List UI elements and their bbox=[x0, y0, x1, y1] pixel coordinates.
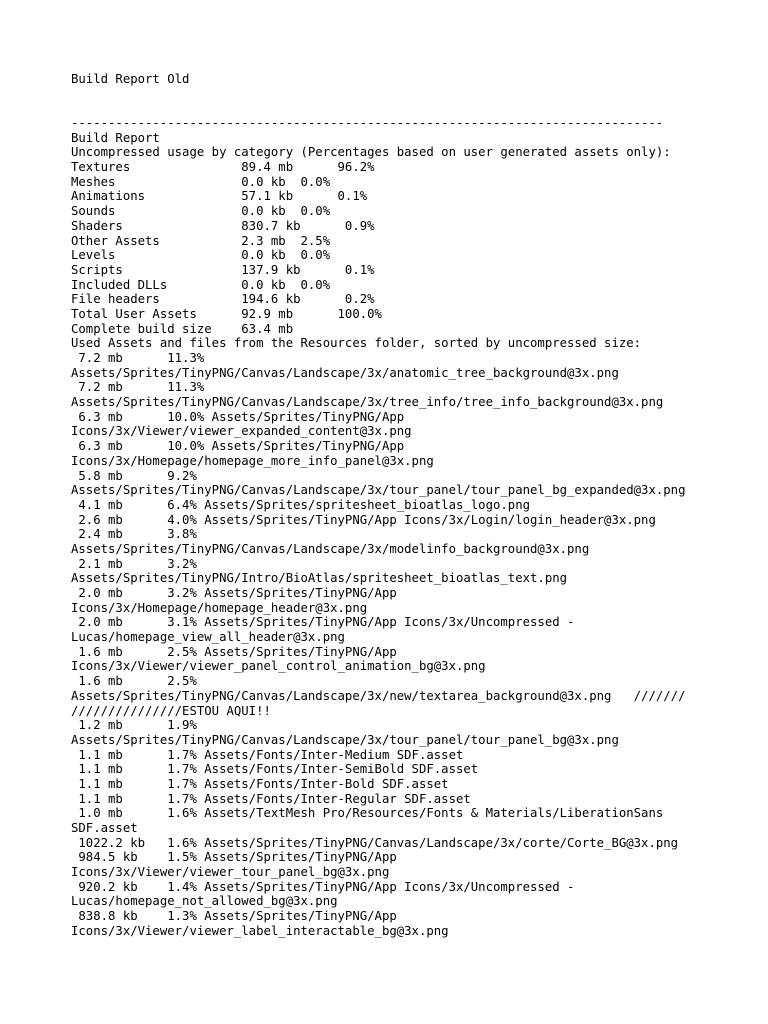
report-line: Build Report bbox=[71, 130, 160, 145]
report-line: Assets/Sprites/TinyPNG/Canvas/Landscape/3x/tour_panel/tour_panel_bg@3x.png bbox=[71, 732, 619, 747]
document-title: Build Report Old bbox=[71, 72, 190, 86]
report-line: Scripts 137.9 kb 0.1% bbox=[71, 262, 375, 277]
report-line: Shaders 830.7 kb 0.9% bbox=[71, 218, 375, 233]
report-line: File headers 194.6 kb 0.2% bbox=[71, 292, 375, 307]
report-line: Lucas/homepage_view_all_header@3x.png bbox=[71, 630, 345, 645]
report-line: ///////////////ESTOU AQUI!! bbox=[71, 703, 271, 718]
report-line: Other Assets 2.3 mb 2.5% bbox=[71, 233, 331, 248]
report-line: 2.6 mb 4.0% Assets/Sprites/TinyPNG/App Icons/3x/Login/login_header@3x.png bbox=[71, 512, 656, 527]
report-line: Animations 57.1 kb 0.1% bbox=[71, 189, 368, 204]
report-line: Icons/3x/Viewer/viewer_label_interactable_bg@3x.png bbox=[71, 923, 449, 938]
report-line: 1.6 mb 2.5% Assets/Sprites/TinyPNG/App bbox=[71, 644, 397, 659]
report-line: 838.8 kb 1.3% Assets/Sprites/TinyPNG/App bbox=[71, 909, 397, 924]
report-line: Used Assets and files from the Resources folder, sorted by uncompressed size: bbox=[71, 336, 642, 351]
report-line: Icons/3x/Homepage/homepage_more_info_panel@3x.png bbox=[71, 453, 434, 468]
report-line: Assets/Sprites/TinyPNG/Canvas/Landscape/3x/tree_info/tree_info_background@3x.png bbox=[71, 395, 664, 410]
report-line: Icons/3x/Viewer/viewer_expanded_content@3x.png bbox=[71, 424, 412, 439]
report-line: Assets/Sprites/TinyPNG/Intro/BioAtlas/spritesheet_bioatlas_text.png bbox=[71, 571, 568, 586]
report-line: Included DLLs 0.0 kb 0.0% bbox=[71, 277, 331, 292]
report-line: Meshes 0.0 kb 0.0% bbox=[71, 174, 331, 189]
report-line: Lucas/homepage_not_allowed_bg@3x.png bbox=[71, 894, 338, 909]
report-line: 1.0 mb 1.6% Assets/TextMesh Pro/Resources/Fonts & Materials/LiberationSans bbox=[71, 806, 664, 821]
report-line: 7.2 mb 11.3% bbox=[71, 351, 205, 365]
report-line: Complete build size 63.4 mb bbox=[71, 321, 294, 336]
report-line: 6.3 mb 10.0% Assets/Sprites/TinyPNG/App bbox=[71, 439, 405, 454]
report-line: 2.0 mb 3.2% Assets/Sprites/TinyPNG/App bbox=[71, 586, 397, 600]
report-line: 2.1 mb 3.2% bbox=[71, 556, 197, 571]
report-line: 1022.2 kb 1.6% Assets/Sprites/TinyPNG/Canvas/Landscape/3x/corte/Corte_BG@3x.png bbox=[71, 835, 679, 850]
report-line: 2.0 mb 3.1% Assets/Sprites/TinyPNG/App Icons/3x/Uncompressed - bbox=[71, 615, 575, 630]
report-line: 984.5 kb 1.5% Assets/Sprites/TinyPNG/App bbox=[71, 850, 397, 865]
report-line: 1.1 mb 1.7% Assets/Fonts/Inter-Regular SDF.asset bbox=[71, 791, 471, 806]
report-line: 1.1 mb 1.7% Assets/Fonts/Inter-SemiBold SDF.asset bbox=[71, 762, 479, 777]
report-line: 7.2 mb 11.3% bbox=[71, 380, 205, 395]
report-line: 1.1 mb 1.7% Assets/Fonts/Inter-Bold SDF.asset bbox=[71, 776, 449, 791]
report-line: SDF.asset bbox=[71, 821, 138, 835]
report-line: Textures 89.4 mb 96.2% bbox=[71, 160, 375, 175]
report-line: Assets/Sprites/TinyPNG/Canvas/Landscape/3x/anatomic_tree_background@3x.png bbox=[71, 365, 619, 380]
build-report-text bbox=[71, 116, 685, 939]
report-line: Icons/3x/Viewer/viewer_tour_panel_bg@3x.png bbox=[71, 865, 390, 880]
report-line: Uncompressed usage by category (Percentages based on user generated assets only): bbox=[71, 145, 671, 160]
report-line: Sounds 0.0 kb 0.0% bbox=[71, 204, 331, 219]
report-line: Icons/3x/Homepage/homepage_header@3x.png bbox=[71, 600, 368, 615]
report-line: 5.8 mb 9.2% bbox=[71, 468, 197, 483]
report-line: Total User Assets 92.9 mb 100.0% bbox=[71, 306, 382, 321]
report-line: 6.3 mb 10.0% Assets/Sprites/TinyPNG/App bbox=[71, 409, 405, 424]
report-line: Assets/Sprites/TinyPNG/Canvas/Landscape/3x/new/textarea_background@3x.png /////// bbox=[71, 688, 686, 703]
report-line: -------------------------------------------------------------------------------- bbox=[71, 116, 664, 130]
report-line: Icons/3x/Viewer/viewer_panel_control_animation_bg@3x.png bbox=[71, 659, 486, 674]
report-line: Assets/Sprites/TinyPNG/Canvas/Landscape/3x/tour_panel/tour_panel_bg_expanded@3x.png bbox=[71, 483, 686, 498]
report-line: Assets/Sprites/TinyPNG/Canvas/Landscape/3x/modelinfo_background@3x.png bbox=[71, 541, 590, 556]
report-line: 1.1 mb 1.7% Assets/Fonts/Inter-Medium SDF.asset bbox=[71, 747, 464, 762]
report-line: 1.6 mb 2.5% bbox=[71, 674, 197, 689]
report-line: 1.2 mb 1.9% bbox=[71, 718, 197, 733]
report-line: 2.4 mb 3.8% bbox=[71, 527, 197, 542]
report-line: Levels 0.0 kb 0.0% bbox=[71, 248, 331, 263]
report-line: 4.1 mb 6.4% Assets/Sprites/spritesheet_bioatlas_logo.png bbox=[71, 497, 531, 512]
report-line: 920.2 kb 1.4% Assets/Sprites/TinyPNG/App Icons/3x/Uncompressed - bbox=[71, 879, 575, 894]
